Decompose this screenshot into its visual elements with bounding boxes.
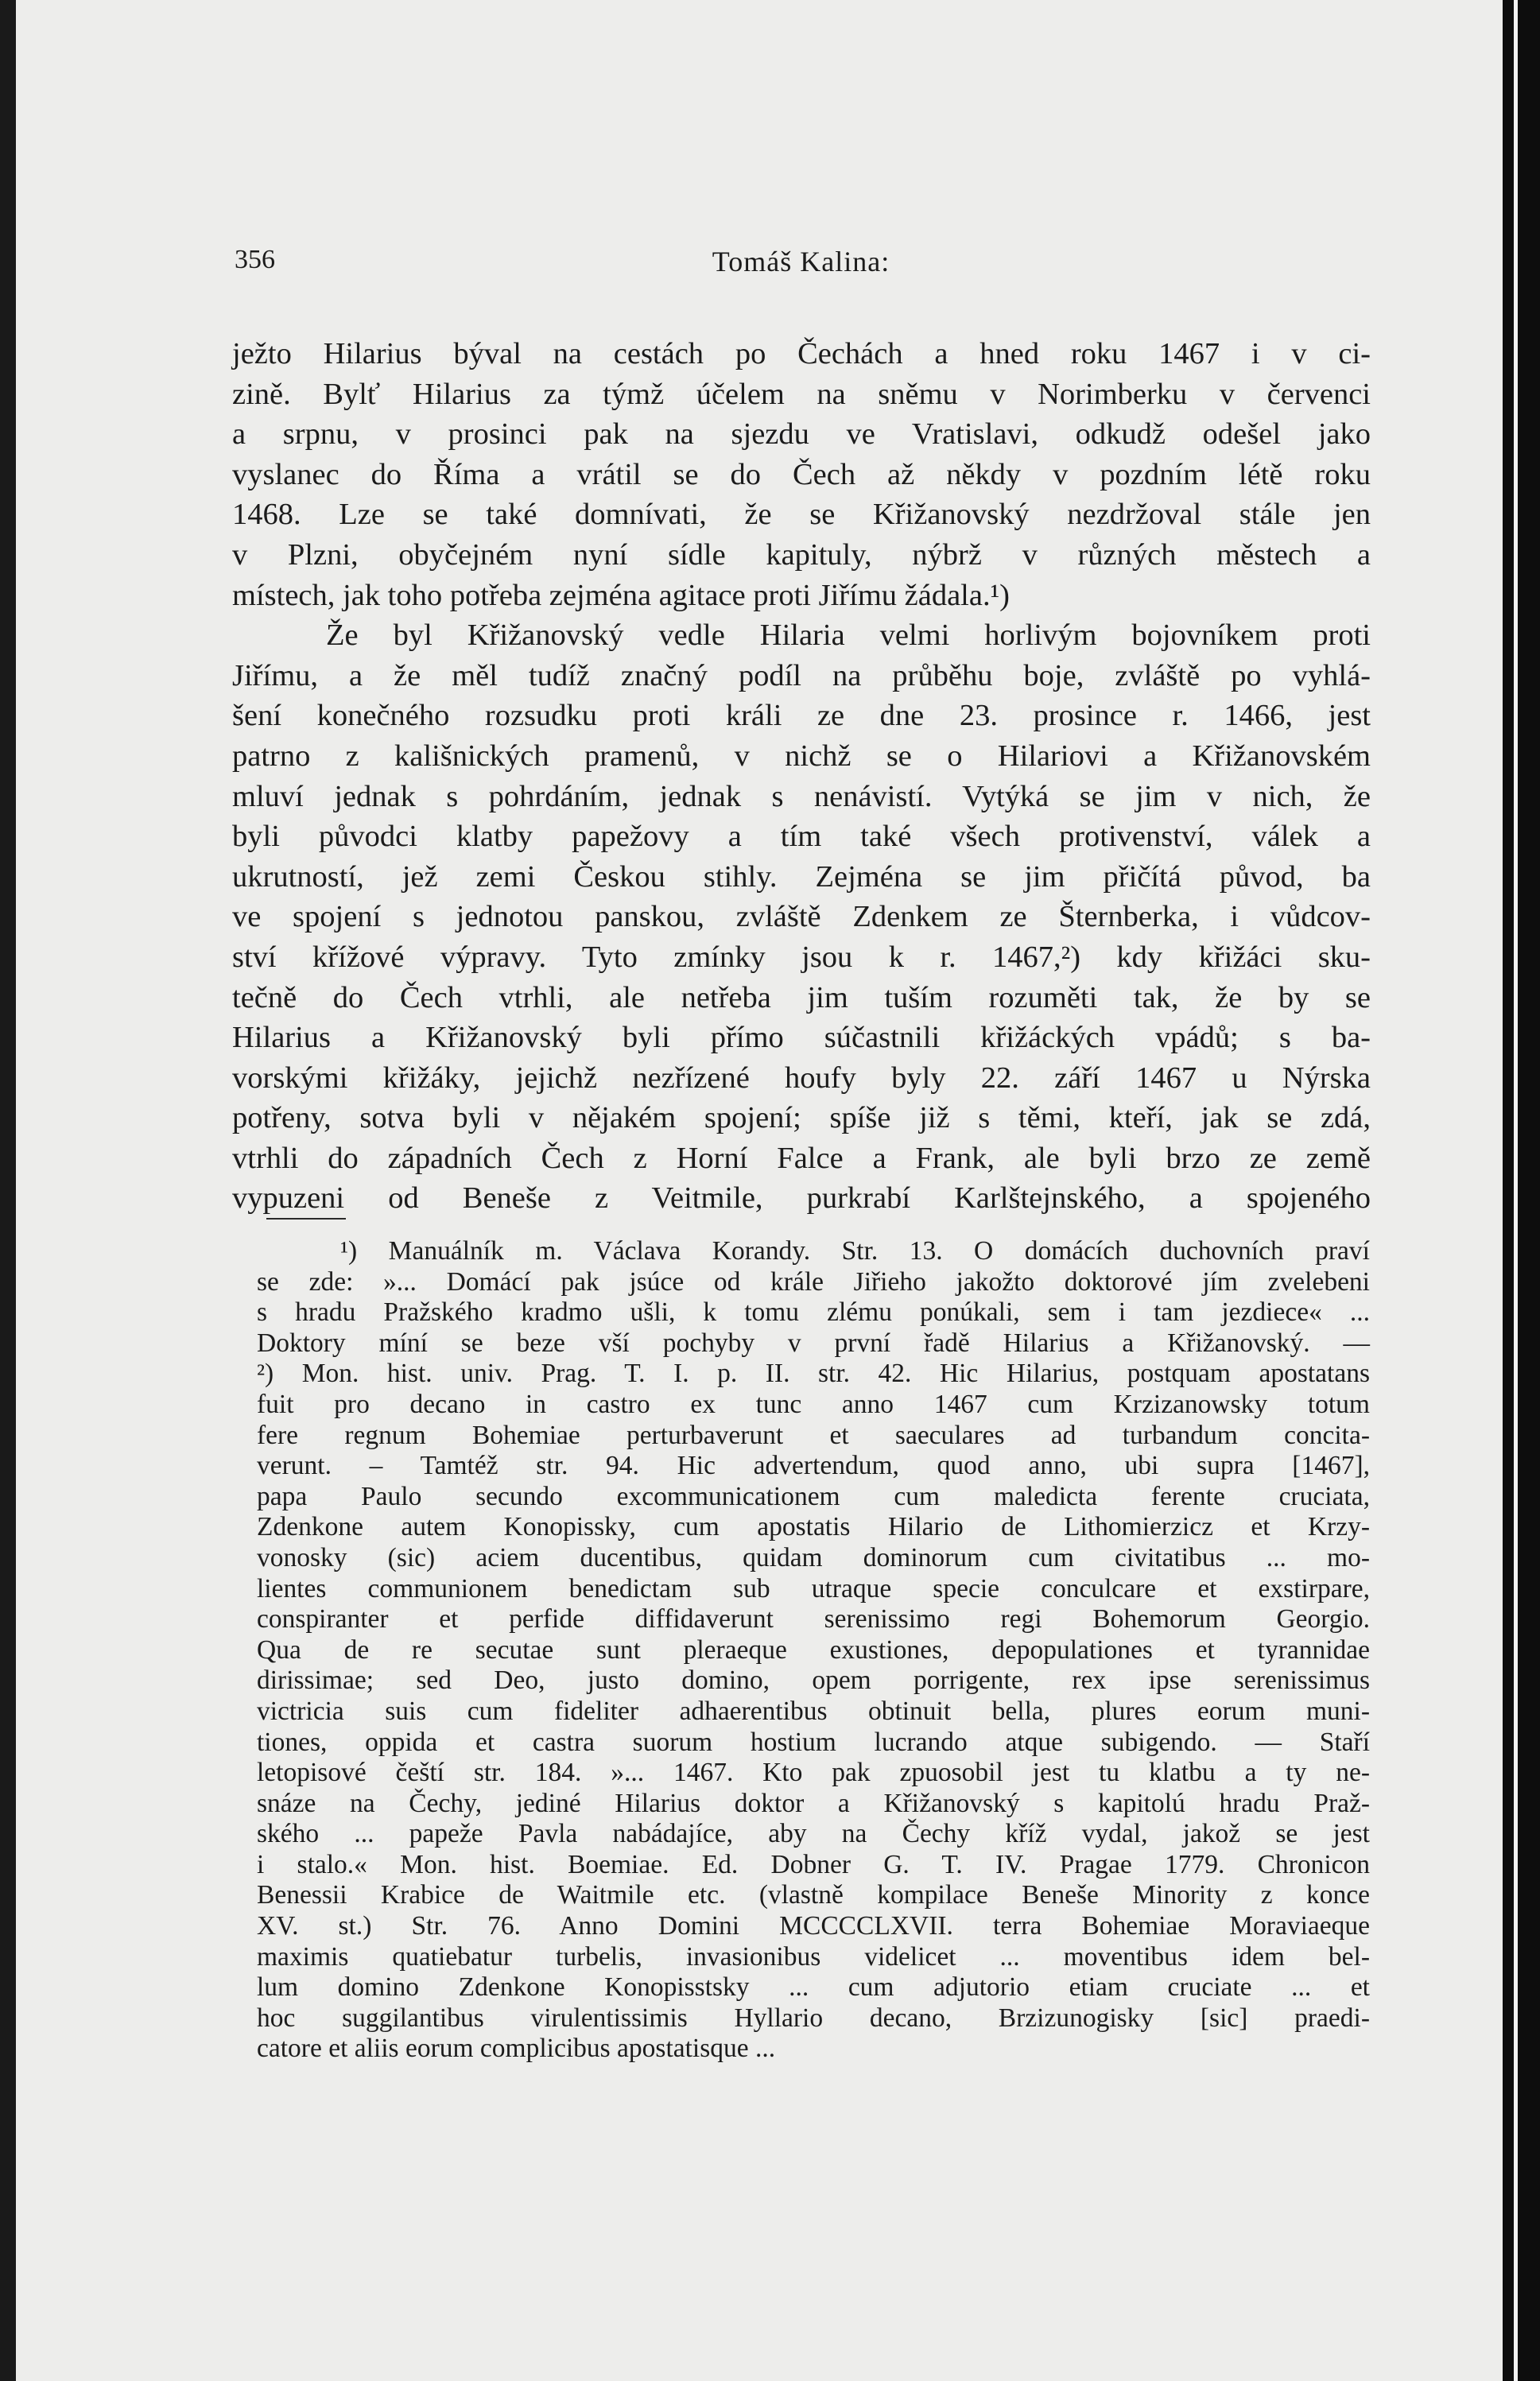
body-line: 1468. Lze se také domnívati, že se Křižanovský nezdržoval stále jen bbox=[232, 498, 1371, 532]
footnote-line: s hradu Pražského kradmo ušli, k tomu zlému ponúkali, sem i tam jezdiece« ... bbox=[257, 1297, 1370, 1328]
footnote-line: catore et aliis eorum complicibus apostatisque ... bbox=[257, 2034, 776, 2064]
footnote-line: tiones, oppida et castra suorum hostium lucrando atque subigendo. — Staří bbox=[257, 1727, 1370, 1757]
body-line: mluví jednak s pohrdáním, jednak s nenávistí. Vytýká se jim v nich, že bbox=[232, 779, 1371, 813]
footnote-line: ¹) Manuálník m. Václava Korandy. Str. 13. O domácích duchovních praví bbox=[340, 1236, 1370, 1266]
body-line: ježto Hilarius býval na cestách po Čechách a hned roku 1467 i v ci- bbox=[232, 337, 1371, 370]
body-line: vorskými křižáky, jejichž nezřízené houfy byly 22. září 1467 u Nýrska bbox=[232, 1061, 1371, 1095]
body-line: patrno z kališnických pramenů, v nichž se o Hilariovi a Křižanovském bbox=[232, 739, 1371, 773]
body-line: vtrhli do západních Čech z Horní Falce a Frank, ale byli brzo ze země bbox=[232, 1141, 1371, 1175]
page-header bbox=[235, 245, 1367, 285]
body-line: zině. Bylť Hilarius za týmž účelem na sněmu v Norimberku v červenci bbox=[232, 377, 1371, 411]
body-line: v Plzni, obyčejném nyní sídle kapituly, nýbrž v různých městech a bbox=[232, 537, 1371, 572]
footnote-divider bbox=[266, 1218, 346, 1220]
main-text bbox=[232, 334, 1371, 1219]
scan-edge bbox=[1503, 0, 1540, 2381]
body-line: ve spojení s jednotou panskou, zvláště Zdenkem ze Šternberka, i vůdcov- bbox=[232, 900, 1371, 934]
body-line: potřeny, sotva byli v nějakém spojení; spíše již s těmi, kteří, jak se zdá, bbox=[232, 1101, 1371, 1135]
footnote-line: conspiranter et perfide diffidaverunt serenissimo regi Bohemorum Georgio. bbox=[257, 1604, 1370, 1635]
body-line: byli původci klatby papežovy a tím také všech protivenství, válek a bbox=[232, 820, 1371, 854]
footnote-line: fuit pro decano in castro ex tunc anno 1467 cum Krzizanowsky totum bbox=[257, 1389, 1370, 1419]
body-line: Jiřímu, a že měl tudíž značný podíl na průběhu boje, zvláště po vyhlá- bbox=[232, 658, 1371, 692]
footnote-line: Qua de re secutae sunt pleraeque exustiones, depopulationes et tyrannidae bbox=[257, 1635, 1370, 1665]
footnote-line: fere regnum Bohemiae perturbaverunt et saeculares ad turbandum concita- bbox=[257, 1420, 1370, 1450]
body-line: vypuzeni od Beneše z Veitmile, purkrabí Karlštejnského, a spojeného bbox=[232, 1181, 1371, 1216]
footnote-line: se zde: »... Domácí pak jsúce od krále Jiřieho jakožto doktorové jím zvelebeni bbox=[257, 1266, 1370, 1297]
body-line: ství křížové výpravy. Tyto zmínky jsou k r. 1467,²) kdy křižáci sku- bbox=[232, 940, 1371, 974]
footnote-line: hoc suggilantibus virulentissimis Hyllario decano, Brzizunogisky [sic] praedi- bbox=[257, 2003, 1370, 2033]
footnote-line: ²) Mon. hist. univ. Prag. T. I. p. II. str. 42. Hic Hilarius, postquam apostatans bbox=[257, 1359, 1370, 1389]
footnote-line: dirissimae; sed Deo, justo domino, opem porrigente, rex ipse serenissimus bbox=[257, 1666, 1370, 1696]
footnote-line: Benessii Krabice de Waitmile etc. (vlastně kompilace Beneše Minority z konce bbox=[257, 1880, 1370, 1910]
footnote-line: Doktory míní se beze vší pochyby v první řadě Hilarius a Křižanovský. — bbox=[257, 1328, 1370, 1358]
body-line: Že byl Křižanovský vedle Hilaria velmi horlivým bojovníkem proti bbox=[326, 619, 1371, 653]
body-line: místech, jak toho potřeba zejména agitace proti Jiřímu žádala.¹) bbox=[232, 578, 1010, 612]
footnote-line: XV. st.) Str. 76. Anno Domini MCCCCLXVII. terra Bohemiae Moraviaeque bbox=[257, 1911, 1370, 1941]
body-line: vyslanec do Říma a vrátil se do Čech až někdy v pozdním létě roku bbox=[232, 457, 1371, 491]
footnote-line: vonosky (sic) aciem ducentibus, quidam dominorum cum civitatibus ... mo- bbox=[257, 1542, 1370, 1572]
footnote-line: verunt. – Tamtéž str. 94. Hic advertendum, quod anno, ubi supra [1467], bbox=[257, 1451, 1370, 1481]
footnote-line: ského ... papeže Pavla nabádajíce, aby na Čechy kříž vydal, jakož se jest bbox=[257, 1819, 1370, 1849]
footnote-line: lum domino Zdenkone Konopisstsky ... cum adjutorio etiam cruciate ... et bbox=[257, 1972, 1370, 2003]
footnote-line: snáze na Čechy, jediné Hilarius doktor a Křižanovský s kapitolú hradu Praž- bbox=[257, 1788, 1370, 1818]
footnote-line: letopisové čeští str. 184. »... 1467. Kto pak zpuosobil jest tu klatbu a ty ne- bbox=[257, 1758, 1370, 1788]
body-line: a srpnu, v prosinci pak na sjezdu ve Vratislavi, odkudž odešel jako bbox=[232, 417, 1371, 452]
footnote-line: victricia suis cum fideliter adhaerentibus obtinuit bella, plures eorum muni- bbox=[257, 1696, 1370, 1726]
body-line: tečně do Čech vtrhli, ale netřeba jim tuším rozuměti tak, že by se bbox=[232, 980, 1371, 1014]
footnote-line: papa Paulo secundo excommunicationem cum maledicta ferente cruciata, bbox=[257, 1481, 1370, 1511]
footnote-line: lientes communionem benedictam sub utraque specie conculcare et exstirpare, bbox=[257, 1573, 1370, 1603]
footnotes bbox=[257, 1236, 1370, 2065]
running-head: Tomáš Kalina: bbox=[712, 246, 890, 277]
scan-edge-stripe bbox=[1514, 0, 1518, 2381]
body-line: Hilarius a Křižanovský byli přímo súčastnili křižáckých vpádů; s ba- bbox=[232, 1021, 1371, 1055]
footnote-line: Zdenkone autem Konopissky, cum apostatis Hilario de Lithomierzicz et Krzy- bbox=[257, 1512, 1370, 1542]
body-line: šení konečného rozsudku proti králi ze dne 23. prosince r. 1466, jest bbox=[232, 699, 1371, 733]
page-number: 356 bbox=[235, 245, 275, 274]
footnote-line: maximis quatiebatur turbelis, invasionibus videlicet ... moventibus idem bel- bbox=[257, 1941, 1370, 1972]
body-line: ukrutností, jež zemi Českou stihly. Zejména se jim přičítá původ, ba bbox=[232, 859, 1371, 894]
footnote-line: i stalo.« Mon. hist. Boemiae. Ed. Dobner G. T. IV. Pragae 1779. Chronicon bbox=[257, 1849, 1370, 1879]
book-page bbox=[16, 0, 1503, 2381]
